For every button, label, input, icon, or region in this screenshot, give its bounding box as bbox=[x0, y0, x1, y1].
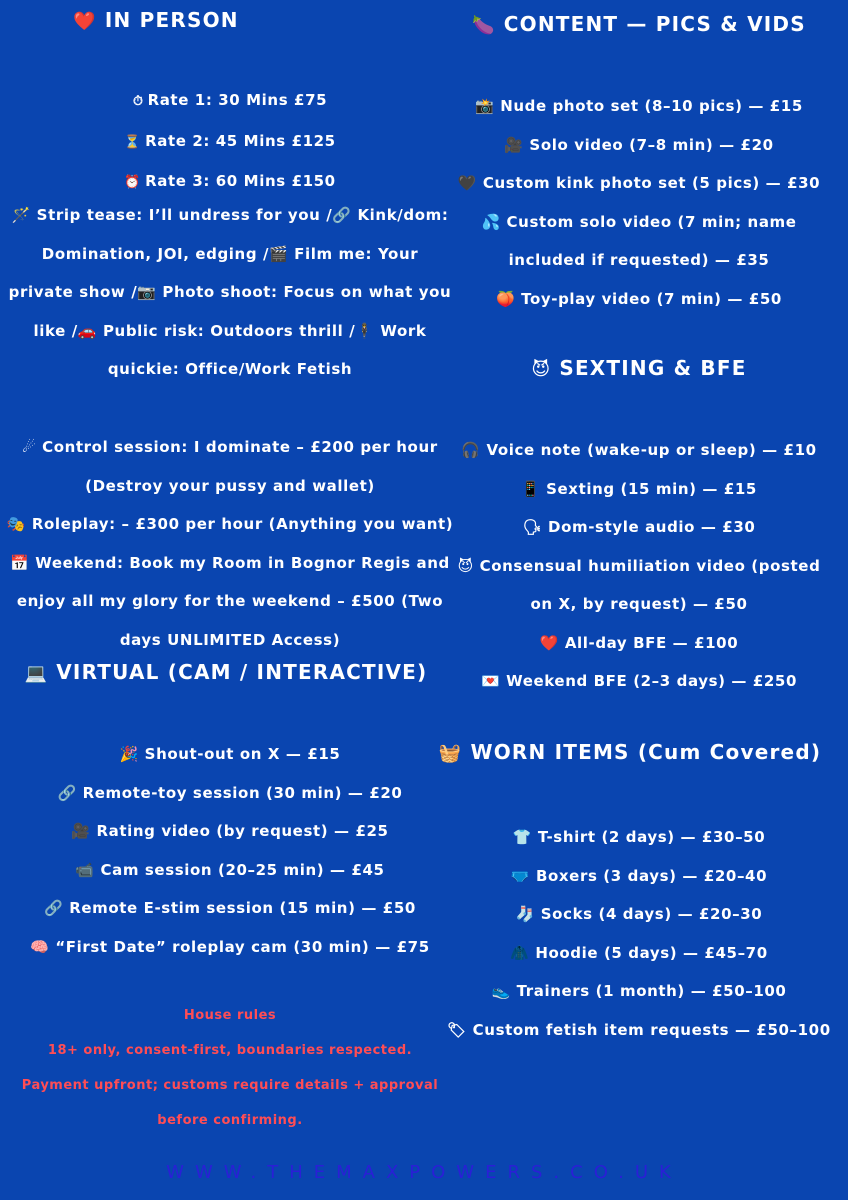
basket-icon: 🧺 bbox=[438, 743, 463, 764]
premium-line: (Destroy your pussy and wallet) bbox=[85, 476, 375, 495]
footer-website[interactable]: WWW.THEMAXPOWERS.CO.UK bbox=[166, 1162, 682, 1183]
list-item: 🎥 Rating video (by request) — £25 bbox=[71, 822, 389, 840]
premium-line: enjoy all my glory for the weekend – £500 (Two bbox=[16, 592, 444, 610]
eggplant-icon: 🍆 bbox=[472, 15, 496, 36]
premium-line: 📅 Weekend: Book my Room in Bognor Regis and bbox=[10, 553, 450, 572]
house-rules bbox=[0, 998, 460, 1138]
heading-content-label: CONTENT — PICS & VIDS bbox=[503, 12, 806, 36]
premium-line: 🎭 Roleplay: – £300 per hour (Anything you want) bbox=[6, 515, 454, 533]
in-person-extras bbox=[0, 196, 460, 389]
devil-icon: 😈 bbox=[531, 359, 552, 380]
list-item: 😈 Consensual humiliation video (posted bbox=[457, 556, 821, 575]
list-item: 🔗 Remote E-stim session (15 min) — £50 bbox=[44, 899, 416, 917]
heading-sexting bbox=[430, 356, 848, 380]
premium-line: ☄ Control session: I dominate – £200 per hour bbox=[22, 438, 438, 456]
heading-content bbox=[430, 12, 848, 36]
house-rules-line: 18+ only, consent-first, boundaries respected. bbox=[47, 1043, 413, 1058]
list-item: 🧠 “First Date” roleplay cam (30 min) — £75 bbox=[30, 937, 430, 956]
heading-in-person-label: IN PERSON bbox=[104, 8, 239, 32]
heading-sexting-label: SEXTING & BFE bbox=[559, 356, 747, 380]
list-item: 📹 Cam session (20–25 min) — £45 bbox=[75, 860, 385, 879]
virtual-list bbox=[0, 735, 460, 966]
list-item: 🎉 Shout-out on X — £15 bbox=[119, 745, 341, 763]
list-item: ❤️ All-day BFE — £100 bbox=[539, 633, 739, 652]
rate-row bbox=[0, 81, 460, 122]
list-item: 📱 Sexting (15 min) — £15 bbox=[521, 479, 757, 498]
list-item: 🧦 Socks (4 days) — £20–30 bbox=[515, 905, 763, 923]
rate-1-text: Rate 1: 30 Mins £75 bbox=[147, 91, 328, 109]
heart-icon: ❤️ bbox=[73, 11, 97, 32]
list-item: 🎥 Solo video (7–8 min) — £20 bbox=[504, 135, 774, 154]
laptop-icon: 💻 bbox=[24, 663, 49, 684]
in-person-rates bbox=[0, 81, 460, 203]
list-item: 💌 Weekend BFE (2–3 days) — £250 bbox=[481, 672, 797, 690]
extras-line: quickie: Office/Work Fetish bbox=[107, 360, 353, 378]
house-rules-title: House rules bbox=[183, 1008, 277, 1023]
alarm-clock-icon: ⏰ bbox=[124, 175, 142, 190]
extras-line: private show /📷 Photo shoot: Focus on what you bbox=[8, 283, 452, 301]
list-item: 👕 T-shirt (2 days) — £30–50 bbox=[512, 828, 766, 846]
heading-worn-items bbox=[430, 740, 830, 764]
extras-line: 🪄 Strip tease: I’ll undress for you /🔗 Kink/dom: bbox=[11, 206, 449, 224]
heading-in-person bbox=[0, 8, 312, 32]
in-person-premium bbox=[0, 428, 460, 659]
list-item: 🎧 Voice note (wake-up or sleep) — £10 bbox=[461, 441, 817, 459]
house-rules-line: Payment upfront; customs require details + approval bbox=[21, 1078, 439, 1093]
stopwatch-icon: ⏱ bbox=[132, 94, 144, 109]
list-item: included if requested) — £35 bbox=[508, 251, 770, 269]
hourglass-icon: ⏳ bbox=[124, 134, 142, 150]
extras-line: Domination, JOI, edging /🎬 Film me: Your bbox=[41, 244, 419, 263]
sexting-list bbox=[430, 431, 848, 701]
premium-line: days UNLIMITED Access) bbox=[119, 630, 341, 649]
rate-3-text: Rate 3: 60 Mins £150 bbox=[145, 172, 336, 190]
list-item: 🧥 Hoodie (5 days) — £45–70 bbox=[510, 943, 768, 962]
list-item: 👟 Trainers (1 month) — £50–100 bbox=[491, 982, 787, 1000]
heading-virtual bbox=[0, 660, 452, 684]
list-item: 🔗 Remote-toy session (30 min) — £20 bbox=[57, 783, 403, 802]
worn-list bbox=[430, 818, 848, 1049]
rate-row bbox=[0, 122, 460, 163]
list-item: 🏷 Custom fetish item requests — £50–100 bbox=[447, 1020, 831, 1039]
list-item: 📸 Nude photo set (8–10 pics) — £15 bbox=[475, 97, 803, 115]
list-item: 🩲 Boxers (3 days) — £20–40 bbox=[510, 866, 768, 885]
list-item: 💦 Custom solo video (7 min; name bbox=[481, 212, 797, 231]
heading-worn-label: WORN ITEMS (Cum Covered) bbox=[470, 740, 822, 764]
extras-line: like /🚗 Public risk: Outdoors thrill /🕴 Work bbox=[33, 321, 427, 340]
list-item: 🗣 Dom-style audio — £30 bbox=[522, 518, 756, 536]
list-item: 🖤 Custom kink photo set (5 pics) — £30 bbox=[457, 174, 821, 192]
heading-virtual-label: VIRTUAL (CAM / INTERACTIVE) bbox=[56, 660, 428, 684]
content-list bbox=[430, 87, 848, 318]
list-item: on X, by request) — £50 bbox=[530, 595, 748, 613]
house-rules-line: before confirming. bbox=[157, 1113, 303, 1128]
rate-2-text: Rate 2: 45 Mins £125 bbox=[145, 131, 336, 150]
list-item: 🍑 Toy-play video (7 min) — £50 bbox=[496, 289, 782, 308]
